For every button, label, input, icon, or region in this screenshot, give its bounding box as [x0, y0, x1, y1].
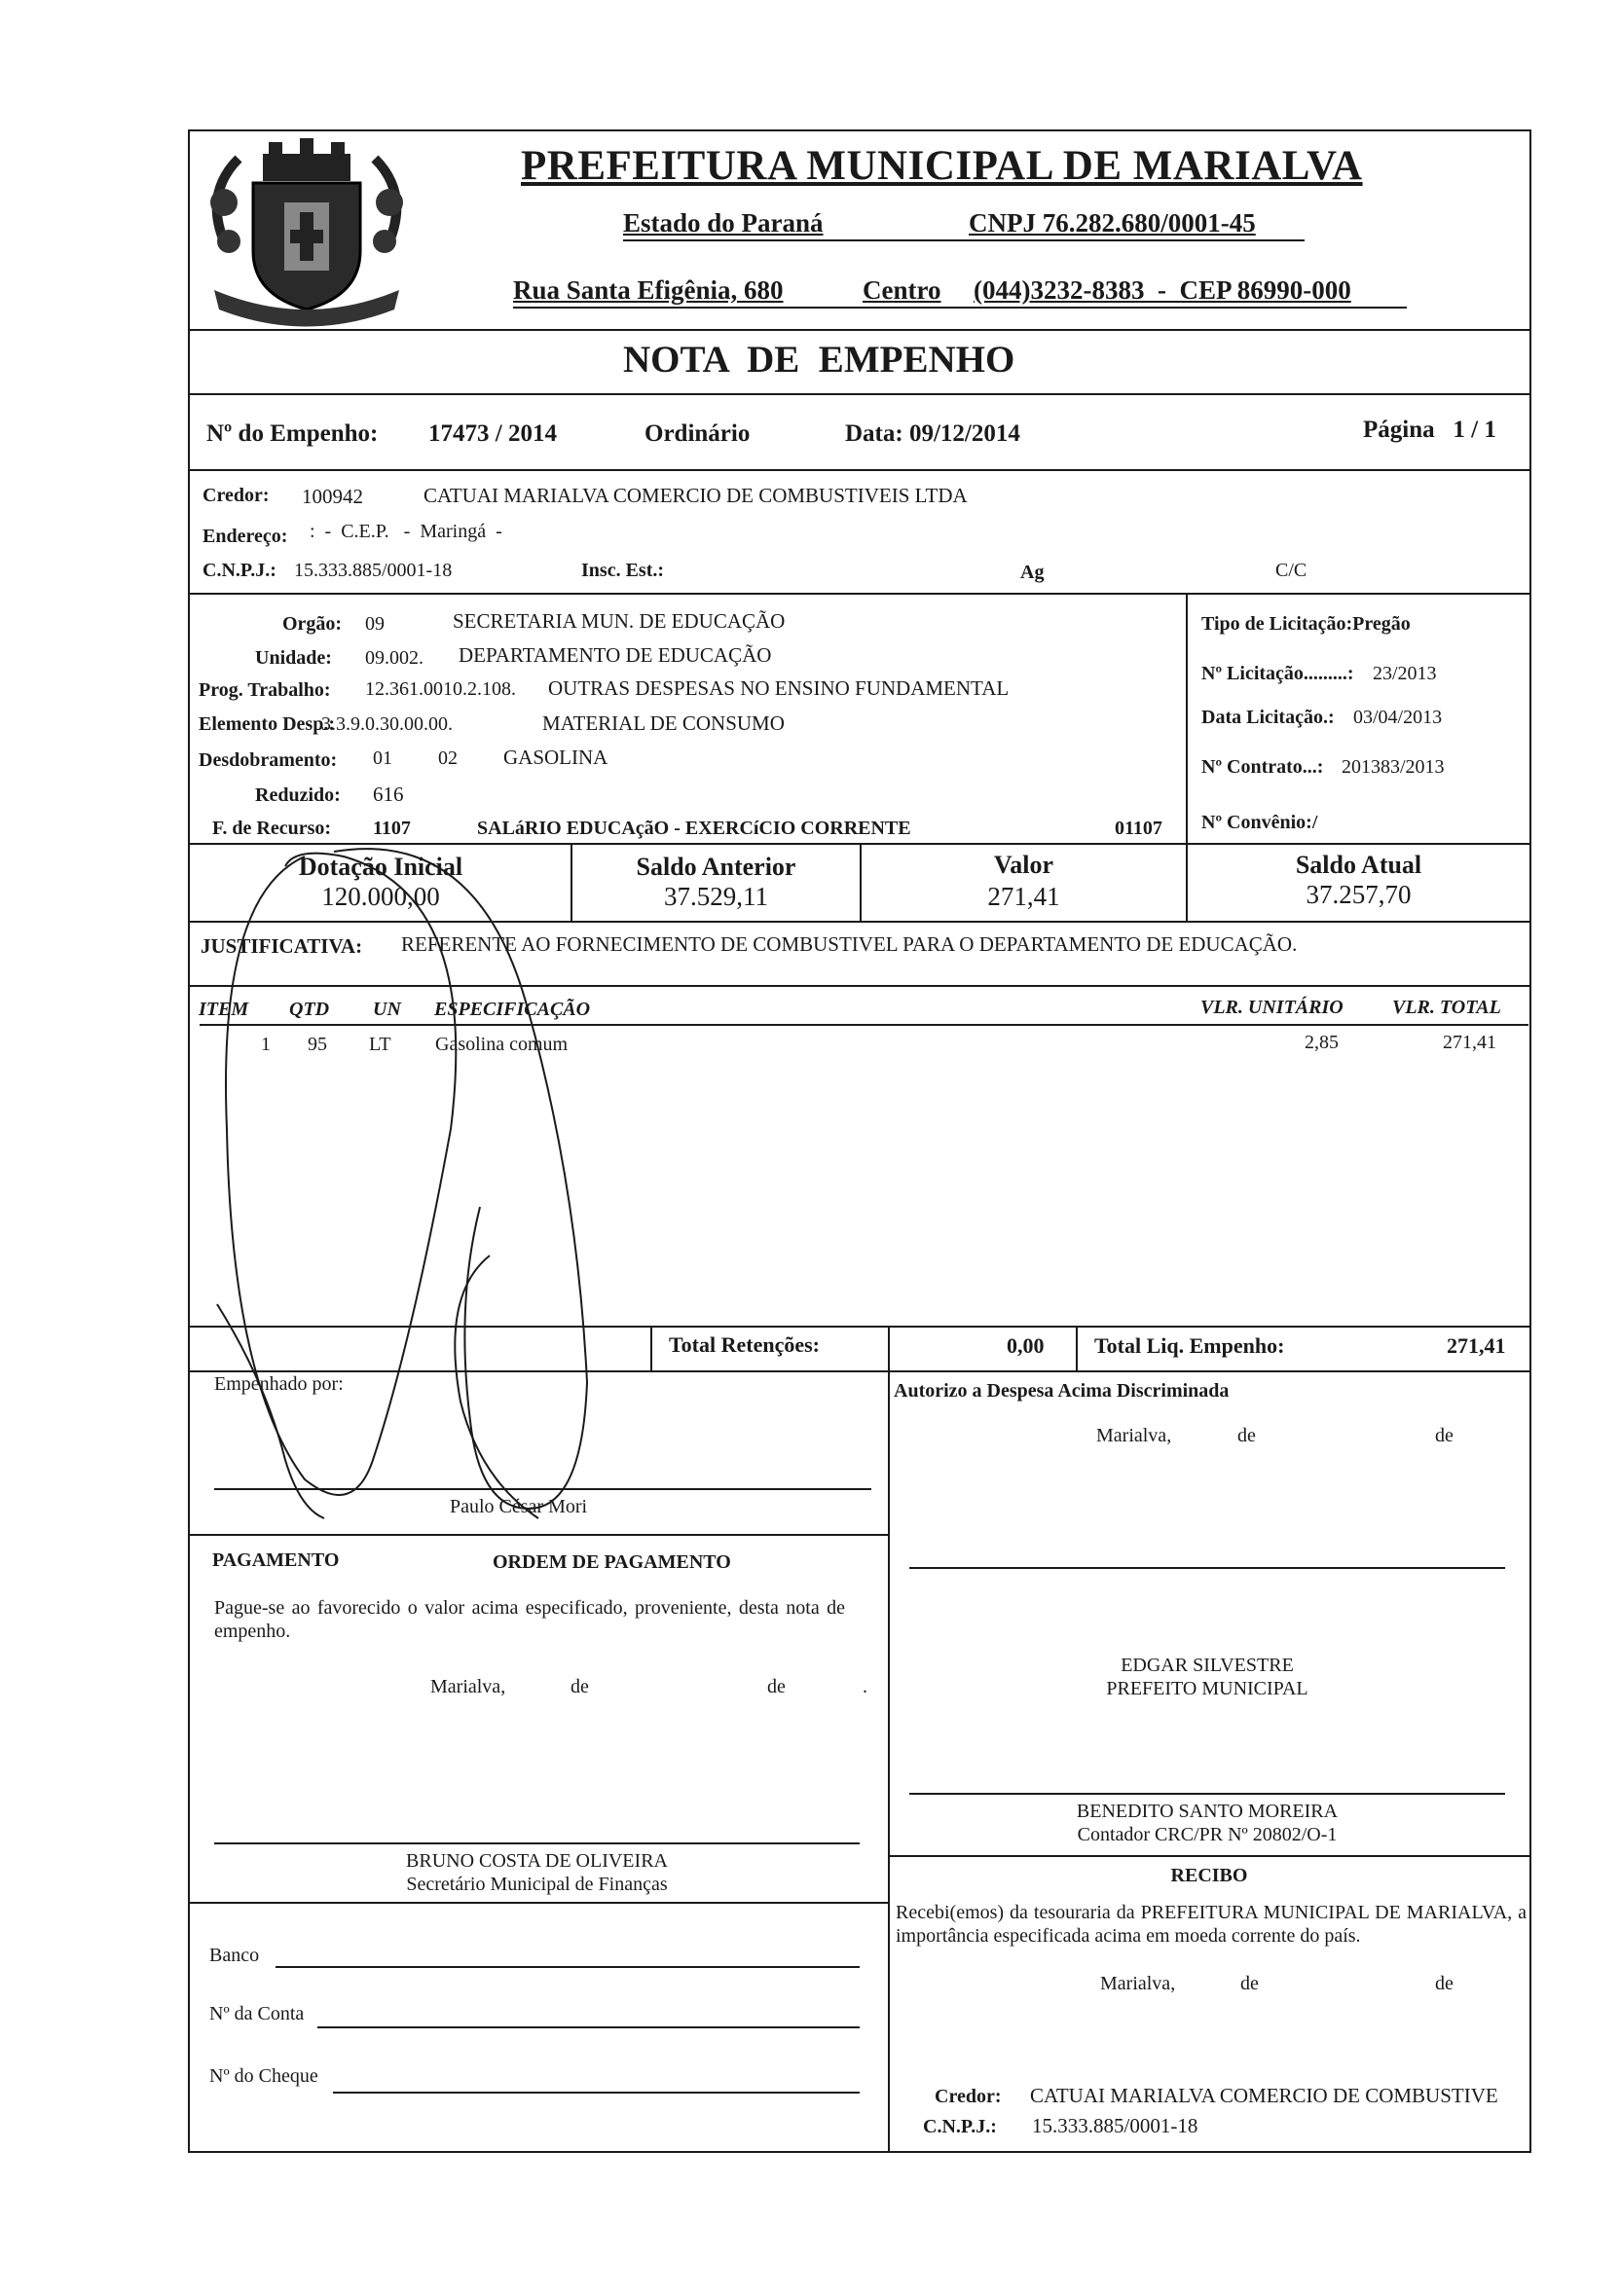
header-cnpj: CNPJ 76.282.680/0001-45	[969, 208, 1256, 237]
retencoes-label: Total Retenções:	[669, 1332, 820, 1357]
page-number: Página 1 / 1	[1363, 417, 1496, 443]
item-espec: Gasolina comum	[435, 1034, 569, 1055]
tipo-licitacao: Tipo de Licitação:Pregão	[1201, 613, 1411, 635]
data-licitacao-label: Data Licitação.:	[1201, 707, 1335, 728]
valor-label: Valor	[993, 851, 1054, 879]
desdobramento-code2: 02	[438, 747, 458, 769]
recibo-cnpj-label: C.N.P.J.:	[923, 2116, 997, 2137]
data-licitacao-value: 03/04/2013	[1353, 707, 1443, 728]
address-phone-cep: (044)3232-8383 - CEP 86990-000	[974, 275, 1351, 305]
contador-role: Contador CRC/PR Nº 20802/O-1	[1077, 1824, 1338, 1845]
recurso-label: F. de Recurso:	[212, 818, 332, 839]
col-unit-header: VLR. UNITÁRIO	[1200, 997, 1344, 1018]
recibo-cnpj-value: 15.333.885/0001-18	[1032, 2114, 1198, 2137]
line-title-bottom	[188, 393, 1531, 395]
pagamento-de1: de	[571, 1676, 589, 1697]
empenho-date: Data: 09/12/2014	[845, 420, 1020, 447]
line-header-bottom	[188, 329, 1531, 331]
credor-cnpj: 15.333.885/0001-18	[294, 560, 453, 581]
total-liq-label: Total Liq. Empenho:	[1094, 1333, 1285, 1358]
banco-field-line[interactable]	[276, 1966, 860, 1968]
credor-label: Credor:	[202, 485, 270, 506]
ordem-pagamento-title: ORDEM DE PAGAMENTO	[493, 1551, 731, 1573]
contador-signature-line	[909, 1793, 1505, 1795]
recibo-credor-label: Credor:	[935, 2086, 1002, 2107]
reduzido-label: Reduzido:	[255, 784, 341, 806]
pagamento-de2: de	[767, 1676, 786, 1697]
address-underline	[513, 307, 1407, 309]
contrato-value: 201383/2013	[1342, 756, 1445, 778]
numero-licitacao-label: Nº Licitação.........:	[1201, 663, 1354, 684]
empenho-number: 17473 / 2014	[428, 420, 557, 447]
recurso-code: 1107	[373, 818, 411, 839]
banco-label: Banco	[209, 1945, 260, 1966]
prefeito-name: EDGAR SILVESTRE	[1121, 1655, 1294, 1676]
cc-label: C/C	[1275, 560, 1307, 581]
saldo-atual-label: Saldo Atual	[1295, 851, 1422, 879]
prefeito-role: PREFEITO MUNICIPAL	[1106, 1678, 1308, 1699]
recurso-name: SALáRIO EDUCAçãO - EXERCíCIO CORRENTE	[477, 818, 911, 839]
col-qtd-header: QTD	[289, 999, 330, 1020]
recibo-de1: de	[1240, 1973, 1259, 1994]
pagamento-city: Marialva,	[430, 1676, 506, 1697]
elemento-name: MATERIAL DE CONSUMO	[542, 711, 785, 735]
autorizo-de2: de	[1435, 1425, 1454, 1446]
frame-bottom	[188, 2151, 1531, 2153]
retencoes-div3	[1076, 1326, 1078, 1372]
ag-label: Ag	[1020, 562, 1045, 583]
recibo-text: Recebi(emos) da tesouraria da PREFEITURA MUNICIPAL DE MARIALVA, a importância especificada acima em moeda corrente do país.	[896, 1902, 1527, 1947]
orgao-code: 09	[365, 613, 385, 635]
address-value: : - C.E.P. - Maringá -	[310, 521, 502, 542]
col-item-header: ITEM	[199, 999, 249, 1020]
secretario-signature-line	[214, 1842, 860, 1844]
desdobramento-code1: 01	[373, 747, 392, 769]
handwritten-signature	[188, 837, 694, 1538]
budget-divider	[1186, 593, 1188, 845]
contrato-label: Nº Contrato...:	[1201, 756, 1324, 778]
elemento-code: 3.3.9.0.30.00.00.	[321, 713, 453, 735]
autorizo-de1: de	[1237, 1425, 1256, 1446]
prefeito-signature-line	[909, 1567, 1505, 1569]
address-district: Centro	[863, 275, 941, 305]
retencoes-div2	[888, 1326, 890, 1372]
elemento-label: Elemento Desp.:	[199, 713, 335, 735]
empenhado-label: Empenhado por:	[214, 1373, 344, 1395]
prog-code: 12.361.0010.2.108.	[365, 678, 516, 700]
item-total: 271,41	[1443, 1032, 1496, 1053]
numero-licitacao-value: 23/2013	[1373, 663, 1437, 684]
cheque-label: Nº do Cheque	[209, 2065, 318, 2087]
reduzido-value: 616	[373, 783, 404, 806]
line-secretario-bottom	[188, 1902, 889, 1904]
recibo-city: Marialva,	[1100, 1973, 1176, 1994]
unidade-name: DEPARTAMENTO DE EDUCAÇÃO	[459, 643, 772, 667]
saldo-anterior-label: Saldo Anterior	[636, 853, 796, 881]
empenho-label: Nº do Empenho:	[206, 420, 379, 447]
recurso-code2: 01107	[1115, 818, 1162, 839]
saldo-anterior-value: 37.529,11	[664, 882, 768, 911]
frame-right	[1529, 129, 1531, 2152]
secretario-name: BRUNO COSTA DE OLIVEIRA	[406, 1850, 668, 1872]
frame-top	[188, 129, 1531, 131]
col-un-header: UN	[373, 999, 401, 1020]
address-street: Rua Santa Efigênia, 680	[513, 275, 784, 305]
desdobramento-label: Desdobramento:	[199, 749, 338, 771]
orgao-name: SECRETARIA MUN. DE EDUCAÇÃO	[453, 609, 786, 633]
item-qtd: 95	[308, 1034, 327, 1055]
dotacao-label: Dotação Inicial	[298, 853, 463, 881]
item-unit: 2,85	[1305, 1032, 1339, 1053]
convenio-label: Nº Convênio:/	[1201, 812, 1318, 833]
recibo-title: RECIBO	[1170, 1865, 1248, 1886]
autorizo-title: Autorizo a Despesa Acima Discriminada	[894, 1380, 1230, 1402]
address-label: Endereço:	[202, 526, 288, 547]
credor-name: CATUAI MARIALVA COMERCIO DE COMBUSTIVEIS LTDA	[423, 484, 968, 507]
autorizo-city: Marialva,	[1096, 1425, 1172, 1446]
state-underline	[623, 239, 1305, 241]
valor-value: 271,41	[987, 882, 1060, 911]
line-empenho-bottom	[188, 469, 1531, 471]
justificativa-text: REFERENTE AO FORNECIMENTO DE COMBUSTIVEL PARA O DEPARTAMENTO DE EDUCAÇÃO.	[401, 932, 1298, 956]
col-espec-header: ESPECIFICAÇÃO	[434, 999, 591, 1020]
doc-title: NOTA DE EMPENHO	[623, 339, 1015, 381]
dotacao-value: 120.000,00	[321, 882, 440, 911]
prefeitura-title: PREFEITURA MUNICIPAL DE MARIALVA	[521, 143, 1363, 189]
retencoes-value: 0,00	[1007, 1333, 1045, 1358]
conta-field-line[interactable]	[317, 2026, 860, 2028]
empenho-type: Ordinário	[644, 420, 751, 447]
insc-est-label: Insc. Est.:	[581, 560, 665, 581]
item-number: 1	[261, 1034, 271, 1055]
unidade-code: 09.002.	[365, 647, 423, 669]
col-total-header: VLR. TOTAL	[1392, 997, 1501, 1018]
orgao-label: Orgão:	[282, 613, 343, 635]
recibo-credor-value: CATUAI MARIALVA COMERCIO DE COMBUSTIVE	[1030, 2084, 1498, 2107]
lower-center-divider	[888, 1370, 890, 2152]
line-recibo-top	[888, 1855, 1530, 1857]
contador-name: BENEDITO SANTO MOREIRA	[1076, 1801, 1339, 1822]
cheque-field-line[interactable]	[333, 2092, 860, 2094]
desdobramento-name: GASOLINA	[503, 746, 608, 769]
unidade-label: Unidade:	[255, 647, 332, 669]
justificativa-label: JUSTIFICATIVA:	[201, 934, 363, 958]
cnpj-label: C.N.P.J.:	[202, 560, 276, 581]
coat-of-arms-logo	[195, 134, 419, 339]
pagamento-text: Pague-se ao favorecido o valor acima especificado, proveniente, desta nota de empenho.	[214, 1597, 845, 1642]
prog-label: Prog. Trabalho:	[199, 679, 331, 701]
conta-label: Nº da Conta	[209, 2003, 305, 2024]
line-credor-bottom	[188, 593, 1531, 595]
credor-code: 100942	[302, 485, 363, 508]
saldo-atual-value: 37.257,70	[1306, 880, 1412, 909]
pagamento-label: PAGAMENTO	[212, 1549, 340, 1571]
recibo-de2: de	[1435, 1973, 1454, 1994]
state-name: Estado do Paraná	[623, 208, 824, 237]
secretario-role: Secretário Municipal de Finanças	[406, 1874, 668, 1895]
item-un: LT	[369, 1034, 391, 1055]
pagamento-dot: .	[863, 1676, 867, 1697]
prog-name: OUTRAS DESPESAS NO ENSINO FUNDAMENTAL	[548, 676, 1010, 700]
empenhado-name: Paulo César Mori	[450, 1496, 588, 1517]
total-liq-value: 271,41	[1447, 1333, 1506, 1358]
